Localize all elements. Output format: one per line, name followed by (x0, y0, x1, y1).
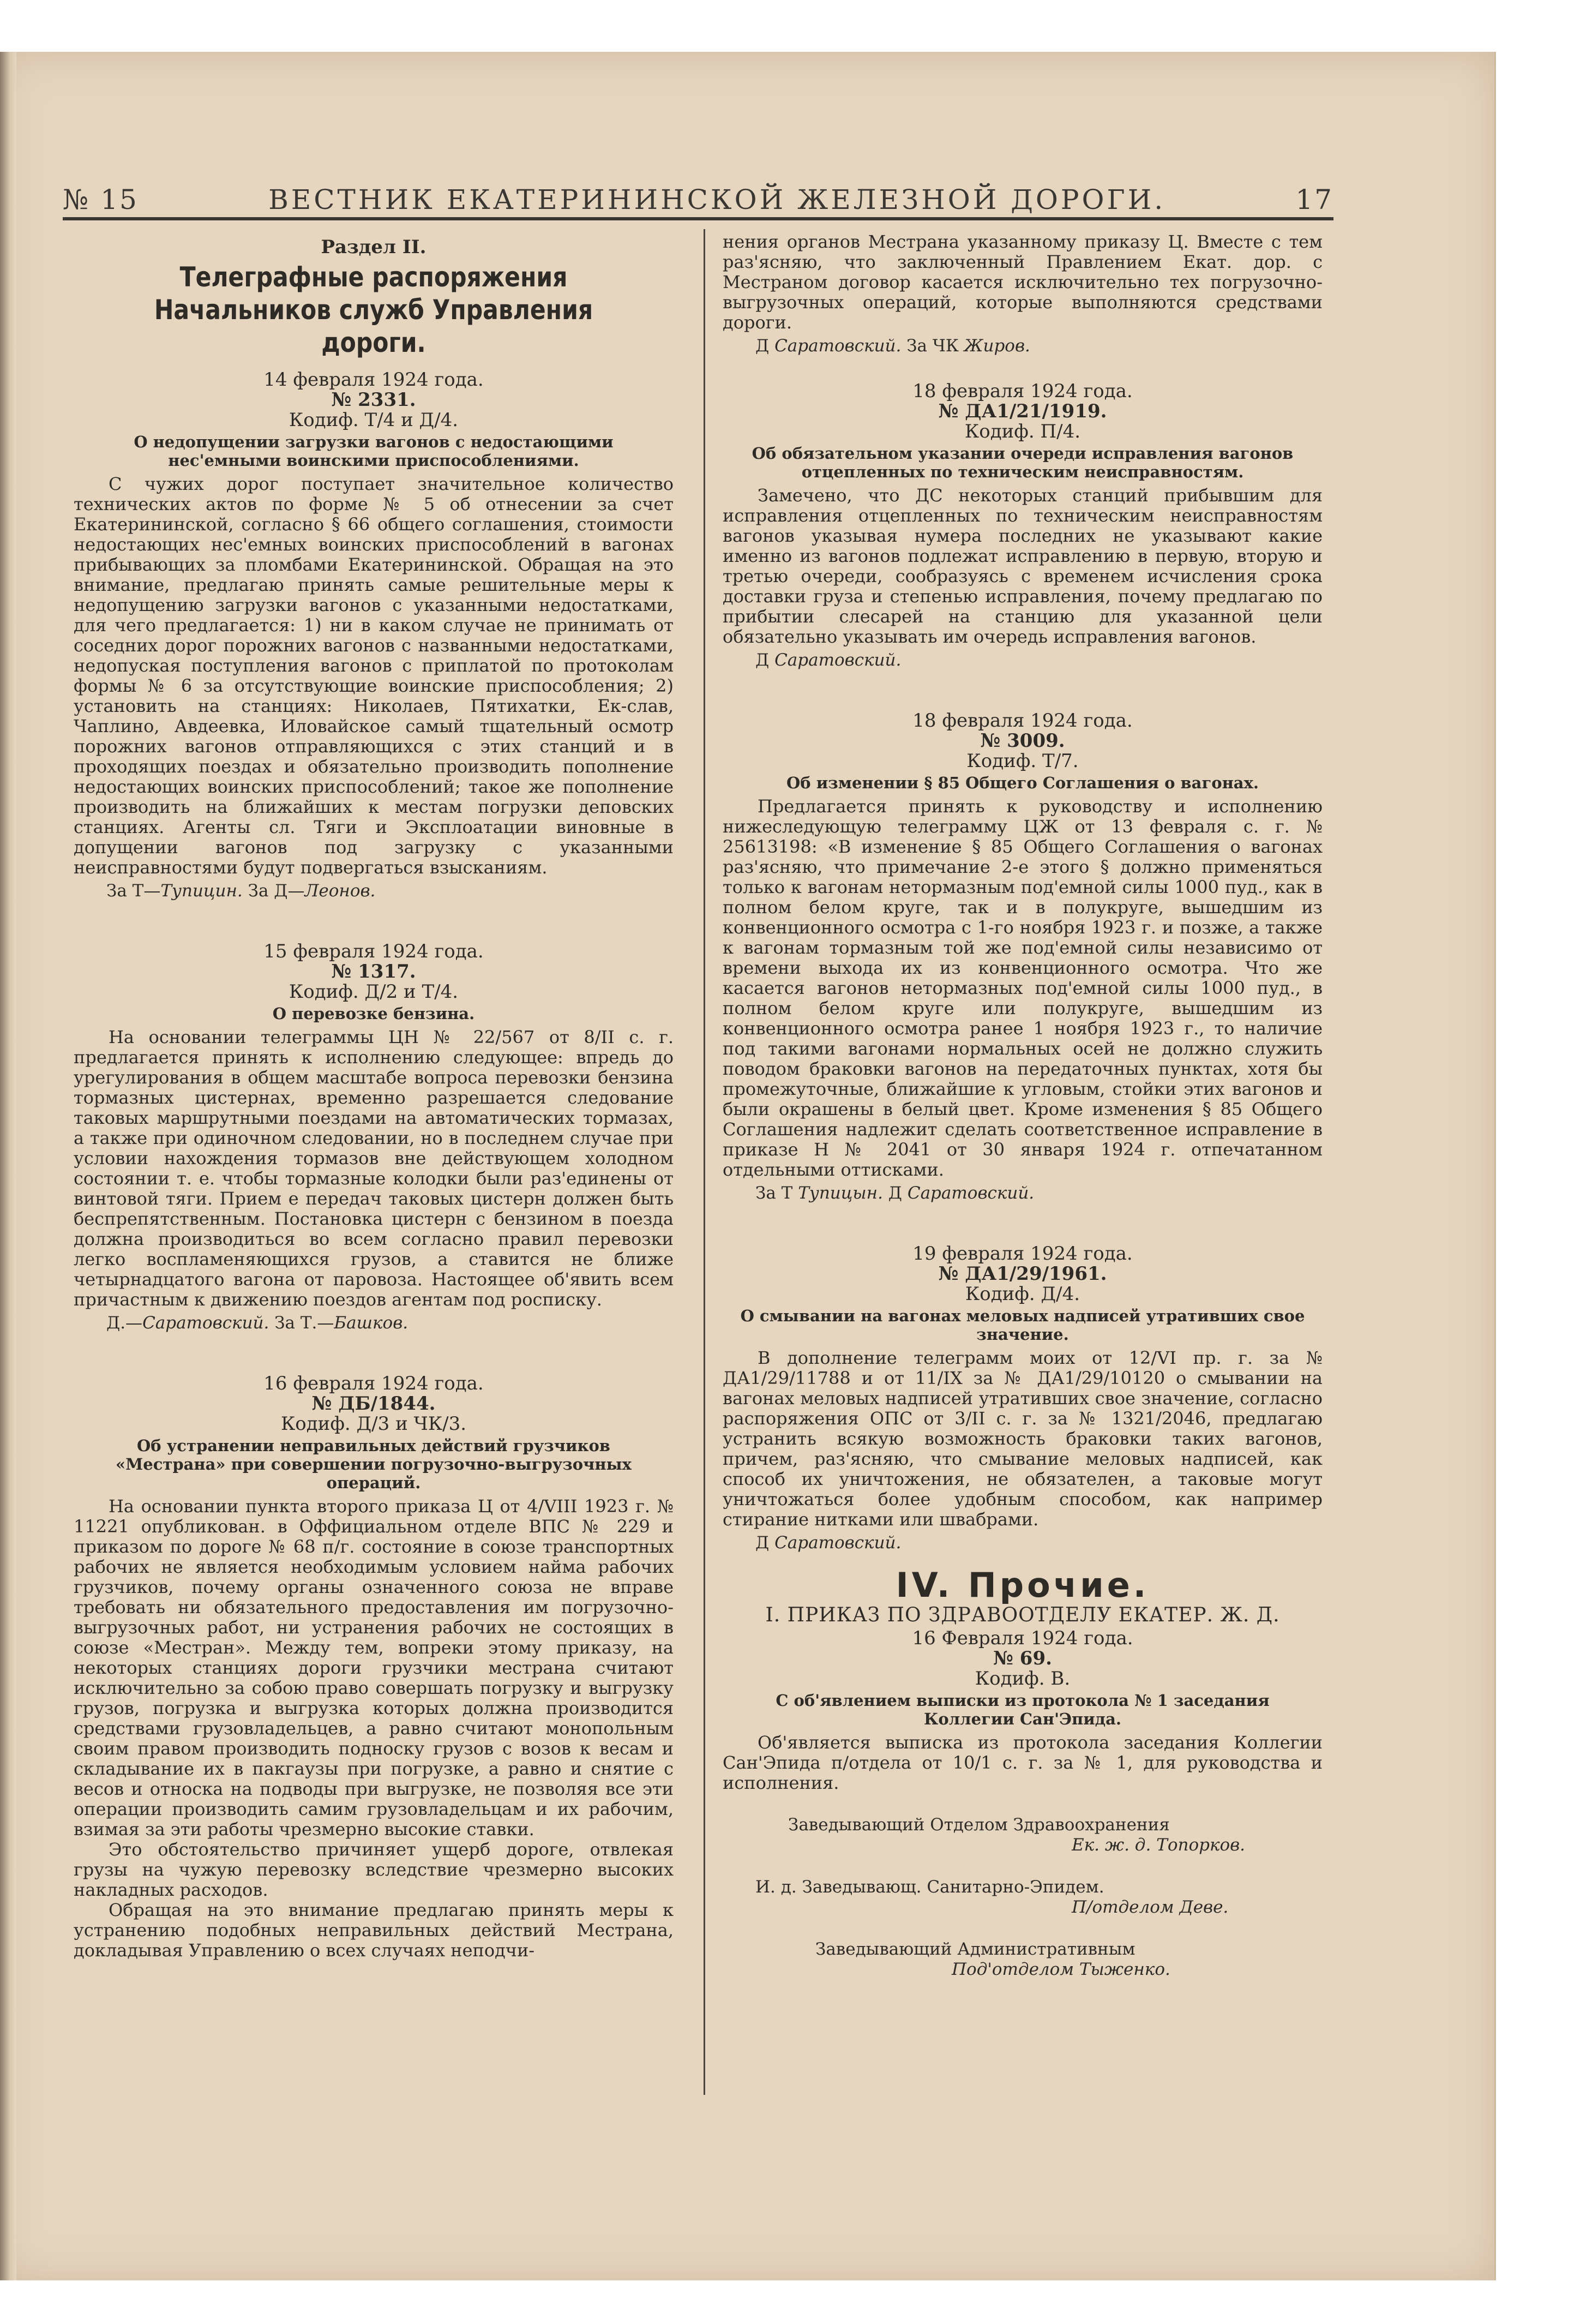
article-signature: Д Саратовский. (755, 650, 902, 670)
article-date: 14 февраля 1924 года. (263, 369, 484, 391)
article-codif: Кодиф. В. (975, 1668, 1071, 1690)
article-date: 16 Февраля 1924 года. (912, 1627, 1133, 1649)
article-codif: Кодиф. Д/2 и Т/4. (289, 981, 459, 1003)
order-title: I. ПРИКАЗ ПО ЗДРАВООТДЕЛУ ЕКАТЕР. Ж. Д. (765, 1604, 1280, 1626)
article-number: № 69. (993, 1648, 1052, 1669)
signature-block: И. д. Заведывающ. Санитарно-Эпидем. П/отделом Деве. (755, 1877, 1229, 1917)
article-body: В дополнение телеграмм моих от 12/VI пр. г. за № ДА1/29/11788 и от 11/IX за № ДА1/29/10120 о смывании на вагонах меловых надписей утративших свое значение, согласно распоряжения ОПС от 3/II с. г. за № 1321/2046, предлагаю устранить всякую возможность браковки таких вагонов, причем, раз'ясняю, что смывание меловых надписей, как способ их уничтожения, не обязателен, а таковые могут уничтожаться более удобным способом, как например стирание нитками или швабрами. (723, 1347, 1323, 1530)
article-subject: О недопущении загрузки вагонов с недостающими нес'емными воинскими приспособлениями. (134, 433, 614, 470)
publication-title: ВЕСТНИК ЕКАТЕРИНИНСКОЙ ЖЕЛЕЗНОЙ ДОРОГИ. (268, 184, 1166, 215)
article-codif: Кодиф. Т/4 и Д/4. (289, 409, 459, 431)
article-codif: Кодиф. Д/4. (965, 1283, 1080, 1305)
article-body: На основании телеграммы ЦН № 22/567 от 8/II с. г. предлагается принять к исполнению следующее: впредь до урегулирования в общем масштабе вопроса перевозки бензина тормазных цистернах, временно разрешается следование таковых маршрутными поездами на автоматических тормазах, а также при одиночном следовании, но в последнем случае при условии нахождения тормазов вне действующем холодном состоянии т. е. чтобы тормазные колодки были раз'единены от винтовой тяги. Прием е передач таковых цистерн должен быть беспрепятственным. Постановка цистерн с бензином в поезда должна производиться во всем согласно правил перевозки легко воспламеняющихся грузов, а ставится не ближе четырнадцатого вагона от паровоза. Настоящее об'явить всем причастным к движению поездов агентам под росписку. (74, 1027, 674, 1310)
page-header (63, 166, 1333, 215)
issue-number: № 15 (63, 184, 139, 215)
article-1317 (74, 942, 674, 1333)
article-number: № 3009. (980, 730, 1065, 752)
article-subject: С об'явлением выписки из протокола № 1 заседания Коллегии Сан'Эпида. (776, 1691, 1270, 1728)
article-signature: За Т—Тупицин. За Д—Леонов. (106, 881, 376, 901)
article-da1-29-1961 (723, 1244, 1323, 1553)
article-codif: Кодиф. Д/3 и ЧК/3. (280, 1413, 467, 1435)
article-number: № ДА1/29/1961. (938, 1263, 1107, 1285)
article-date: 18 февраля 1924 года. (912, 380, 1133, 402)
section-heading: IV. Прочие. (896, 1565, 1150, 1605)
section-label: Раздел II. (321, 236, 426, 258)
article-body: Обращая на это внимание предлагаю принять меры к устранению подобных неправильных действий Местрана, докладывая Управлению о всех случаях неподчи- (74, 1900, 674, 1961)
article-number: № 1317. (331, 961, 416, 983)
article-subject: Об устранении неправильных действий грузчиков «Местрана» при совершении погрузочно-выгрузочных операций. (116, 1436, 632, 1492)
left-column (74, 232, 674, 1961)
page-number: 17 (1295, 184, 1333, 215)
page-fold-shadow (0, 52, 16, 2280)
article-codif: Кодиф. Т/7. (966, 750, 1079, 772)
article-da1-21-1919 (723, 381, 1323, 670)
article-date: 19 февраля 1924 года. (912, 1243, 1133, 1265)
article-number: № ДА1/21/1919. (938, 400, 1107, 422)
column-divider (704, 229, 705, 2095)
article-db1844 (74, 1374, 674, 1961)
section-heading: Телеграфные распоряжения Начальников служб Управления дороги. (154, 261, 593, 358)
article-body: Замечено, что ДС некоторых станций прибывшим для исправления отцепленных по техническим неисправностям вагонов указывая нумера последних не указывают какие именно из вагонов подлежат исправлению в первую, вторую и третью очереди, сообразуясь с временем исчисления срока доставки груза и степенью исправления, почему предлагаю по прибытии слесарей на станцию для указанной цели обязательно указывать им очередь исправления вагонов. (723, 485, 1323, 647)
article-2331 (74, 370, 674, 901)
article-subject: Об обязательном указании очереди исправления вагонов отцепленных по техническим неисправностям. (752, 444, 1294, 481)
header-rule (63, 217, 1333, 220)
article-signature: Д Саратовский. За ЧК Жиров. (755, 336, 1030, 356)
article-body: С чужих дорог поступает значительное количество технических актов по форме № 5 об отнесении за счет Екатерининской, согласно § 66 общего соглашения, стоимости недостающих нес'емных воинских приспособлений в вагонах прибывающих за пломбами Екатерининской. Обращая на это внимание, предлагаю принять самые решительные меры к недопущению загрузки вагонов с указанными недостатками, для чего предлагается: 1) ни в каком случае не принимать от соседних дорог порожних вагонов с названными недостатками, недопуская поступления вагонов с приплатой по протоколам формы № 6 за отсутствующие воинские приспособления; 2) установить на станциях: Николаев, Пятихатки, Ек-слав, Чаплино, Авдеевка, Иловайское самый тщательный осмотр порожних вагонов отправляющихся с этих станций и в проходящих поездах и обязательно производить пополнение недостающих воинских приспособлений; такое же пополнение производить на ближайших к местам погрузки деповских станциях. Агенты сл. Тяги и Эксплоатации виновные в допущении вагонов под загрузку с указанными неисправностями будут подвергаться взысканиям. (74, 474, 674, 878)
signature-block: Заведывающий Отделом Здравоохранения Ек. ж. д. Топорков. (788, 1815, 1246, 1855)
article-date: 15 февраля 1924 года. (263, 941, 484, 962)
article-body: Предлагается принять к руководству и исполнению нижеследующую телеграмму ЦЖ от 13 февраля с. г. № 25613198: «В изменение § 85 Общего Соглашения о вагонах раз'ясняю, что примечание 2-е этого § должно применяться только к вагонам нетормазным под'емной силы 1000 пуд., как в полном белом круге, так и в полукруге, вышедшим из конвенционного осмотра с 1-го ноября 1923 г. и позже, а также к вагонам тормазным той же под'емной силы независимо от времени выхода их из конвенционного осмотра. Что же касается вагонов нетормазных под'емной силы 1000 пуд., в полном белом круге или полукруге, вышедшим из конвенционного осмотра ранее 1 ноября 1923 г., то наличие под такими вагонами нормальных осей не должно служить поводом браковки вагонов на передаточных пунктах, хотя бы промежуточные, ближайшие к угловым, стойки этих вагонов и были окрашены в белый цвет. Кроме изменения § 85 Общего Соглашения надлежит сделать соответственное исправление в приказе Н № 2041 от 30 января 1924 г. отпечатанном отдельными оттисками. (723, 796, 1323, 1180)
article-signature: За Т Тупицын. Д Саратовский. (755, 1183, 1035, 1203)
article-signature: Д.—Саратовский. За Т.—Башков. (106, 1313, 408, 1333)
article-signature: Д Саратовский. (755, 1533, 902, 1553)
signature-block: Заведывающий Административным Под'отделом Тыженко. (815, 1939, 1170, 1979)
article-body: Это обстоятельство причиняет ущерб дороге, отвлекая грузы на чужую перевозку вследствие чрезмерно высоких накладных расходов. (74, 1839, 674, 1900)
section-other (723, 1565, 1323, 1980)
article-subject: О смывании на вагонах меловых надписей утративших свое значение. (740, 1307, 1305, 1344)
article-number: № 2331. (331, 389, 416, 411)
article-body: На основании пункта второго приказа Ц от 4/VIII 1923 г. № 11221 опубликован. в Оффициальном отделе ВПС № 229 и приказом по дороге № 68 п/г. состояние в союзе транспортных рабочих не является необходимым условием найма рабочих грузчиков, почему органы означенного союза не вправе требовать ни обязательного предоставления им погрузочно-выгрузочных работ, ни устранения рабочих не состоящих в союзе «Местран». Между тем, вопреки этому приказу, на некоторых станциях дороги грузчики местрана считают исключительно за собою право совершать погрузку и выгрузку грузов, погрузка и выгрузка которых должна производится средствами грузовладельцев, а равно считают монопольным своим правом производить подноску грузов с возов к весам и складывание их в пакгаузы при погрузке, а равно и снятие с весов и относка на подводы при выгрузке, не позволяя все эти операции производить самим грузовладельцам и их рабочим, взимая за эти работы чрезмерно высокие ставки. (74, 1496, 674, 1840)
article-body-continued: нения органов Местрана указанному приказу Ц. Вместе с тем раз'ясняю, что заключенный Правлением Екат. дор. с Местраном договор касается исключительно тех погрузочно-выгрузочных операций, которые выполняются средствами дороги. (723, 231, 1323, 333)
article-body: Об'является выписка из протокола заседания Коллегии Сан'Эпида п/отдела от 10/1 с. г. за № 1, для руководства и исполнения. (723, 1732, 1323, 1793)
article-date: 18 февраля 1924 года. (912, 710, 1133, 732)
article-3009 (723, 711, 1323, 1203)
right-column (723, 232, 1323, 1980)
article-codif: Кодиф. П/4. (964, 421, 1081, 442)
article-date: 16 февраля 1924 года. (263, 1373, 484, 1394)
article-subject: О перевозке бензина. (272, 1004, 475, 1023)
article-number: № ДБ/1844. (311, 1393, 436, 1415)
article-subject: Об изменении § 85 Общего Соглашения о вагонах. (786, 774, 1259, 792)
